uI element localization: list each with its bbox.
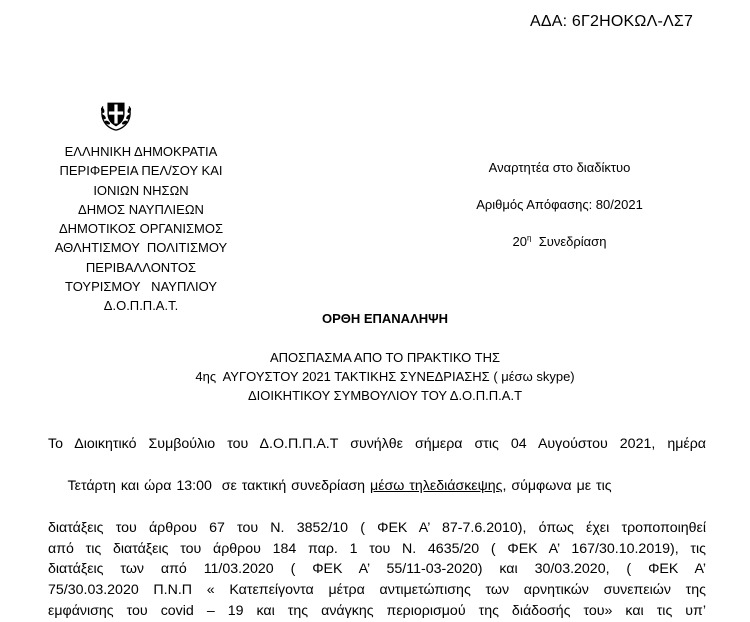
issuer-line: ΠΕΡΙΦΕΡΕΙΑ ΠΕΛ/ΣΟΥ ΚΑΙ [59, 163, 223, 179]
body-text: σύμφωνα με τις [506, 477, 612, 494]
excerpt-heading [10, 348, 750, 406]
issuer-line: ΤΟΥΡΙΣΜΟΥ ΝΑΥΠΛΙΟΥ [65, 279, 217, 295]
session-ordinal: 20 [512, 234, 528, 249]
body-line: 75/30.03.2020 Π.Ν.Π « Κατεπείγοντα μέτρα αντιμετώπισης των αρνητικών συνεπειών της [48, 582, 706, 599]
body-line: εμφάνισης του covid – 19 και της ανάγκης περιορισμού της διάδοσής του» και τις υπ’ [48, 603, 706, 620]
issuer-block [48, 142, 234, 316]
publication-note: Αναρτητέα στο διαδίκτυο [488, 160, 631, 175]
session-ordinal-suffix: η [527, 233, 532, 243]
body-text: Τετάρτη και ώρα 13:00 σε τακτική συνεδρίαση [67, 477, 371, 494]
issuer-line: ΑΘΛΗΤΙΣΜΟΥ ΠΟΛΙΤΙΣΜΟΥ [54, 240, 228, 256]
issuer-line: ΠΕΡΙΒΑΛΛΟΝΤΟΣ [85, 259, 197, 275]
decision-meta [452, 158, 667, 269]
ada-code: ΑΔΑ: 6Γ2ΗΟΚΩΛ-ΛΣ7 [530, 13, 694, 30]
issuer-line: ΔΗΜΟΤΙΚΟΣ ΟΡΓΑΝΙΣΜΟΣ [58, 221, 224, 237]
excerpt-line: 4ης ΑΥΓΟΥΣΤΟΥ 2021 ΤΑΚΤΙΚΗΣ ΣΥΝΕΔΡΙΑΣΗΣ ( μέσω skype) [195, 369, 575, 385]
issuer-line: Δ.Ο.Π.Π.Α.Τ. [103, 298, 179, 314]
issuer-line: ΔΗΜΟΣ ΝΑΥΠΛΙΕΩΝ [78, 201, 204, 217]
body-line: Το Διοικητικό Συμβούλιο του Δ.Ο.Π.Π.Α.Τ συνήλθε σήμερα στις 04 Αυγούστου 2021, ημέρα [48, 436, 706, 452]
issuer-line: ΕΛΛΗΝΙΚΗ ΔΗΜΟΚΡΑΤΙΑ [64, 144, 218, 159]
body-line [48, 455, 706, 518]
body-line: διατάξεις των από 11/03.2020 ( ΦΕΚ Α’ 55/11-03-2020) και 30/03.2020, ( ΦΕΚ Α’ [48, 561, 706, 578]
session-label: Συνεδρίαση [538, 234, 607, 249]
body-text-underlined: μέσω τηλεδιάσκεψης, [370, 477, 507, 494]
body-line: από τις διατάξεις του άρθρου 184 παρ. 1 του Ν. 4635/20 ( ΦΕΚ Α’ 167/30.10.2019), τις [48, 540, 706, 557]
body-line: διατάξεις του άρθρου 67 του Ν. 3852/10 ( ΦΕΚ Α’ 87-7.6.2010), όπως έχει τροποποιηθεί [48, 519, 706, 536]
session-number [452, 232, 667, 269]
decision-number: Αριθμός Απόφασης: 80/2021 [476, 197, 643, 212]
excerpt-line: ΑΠΟΣΠΑΣΜΑ ΑΠΟ ΤΟ ΠΡΑΚΤΙΚΟ ΤΗΣ [269, 350, 501, 365]
excerpt-line: ΔΙΟΙΚΗΤΙΚΟΥ ΣΥΜΒΟΥΛΙΟΥ ΤΟΥ Δ.Ο.Π.Π.Α.Τ [247, 388, 523, 404]
issuer-line: ΙΟΝΙΩΝ ΝΗΣΩΝ [93, 182, 189, 198]
decision-body [48, 434, 706, 622]
greek-state-emblem-icon [97, 95, 135, 133]
correction-heading: ΟΡΘΗ ΕΠΑΝΑΛΗΨΗ [321, 311, 449, 326]
